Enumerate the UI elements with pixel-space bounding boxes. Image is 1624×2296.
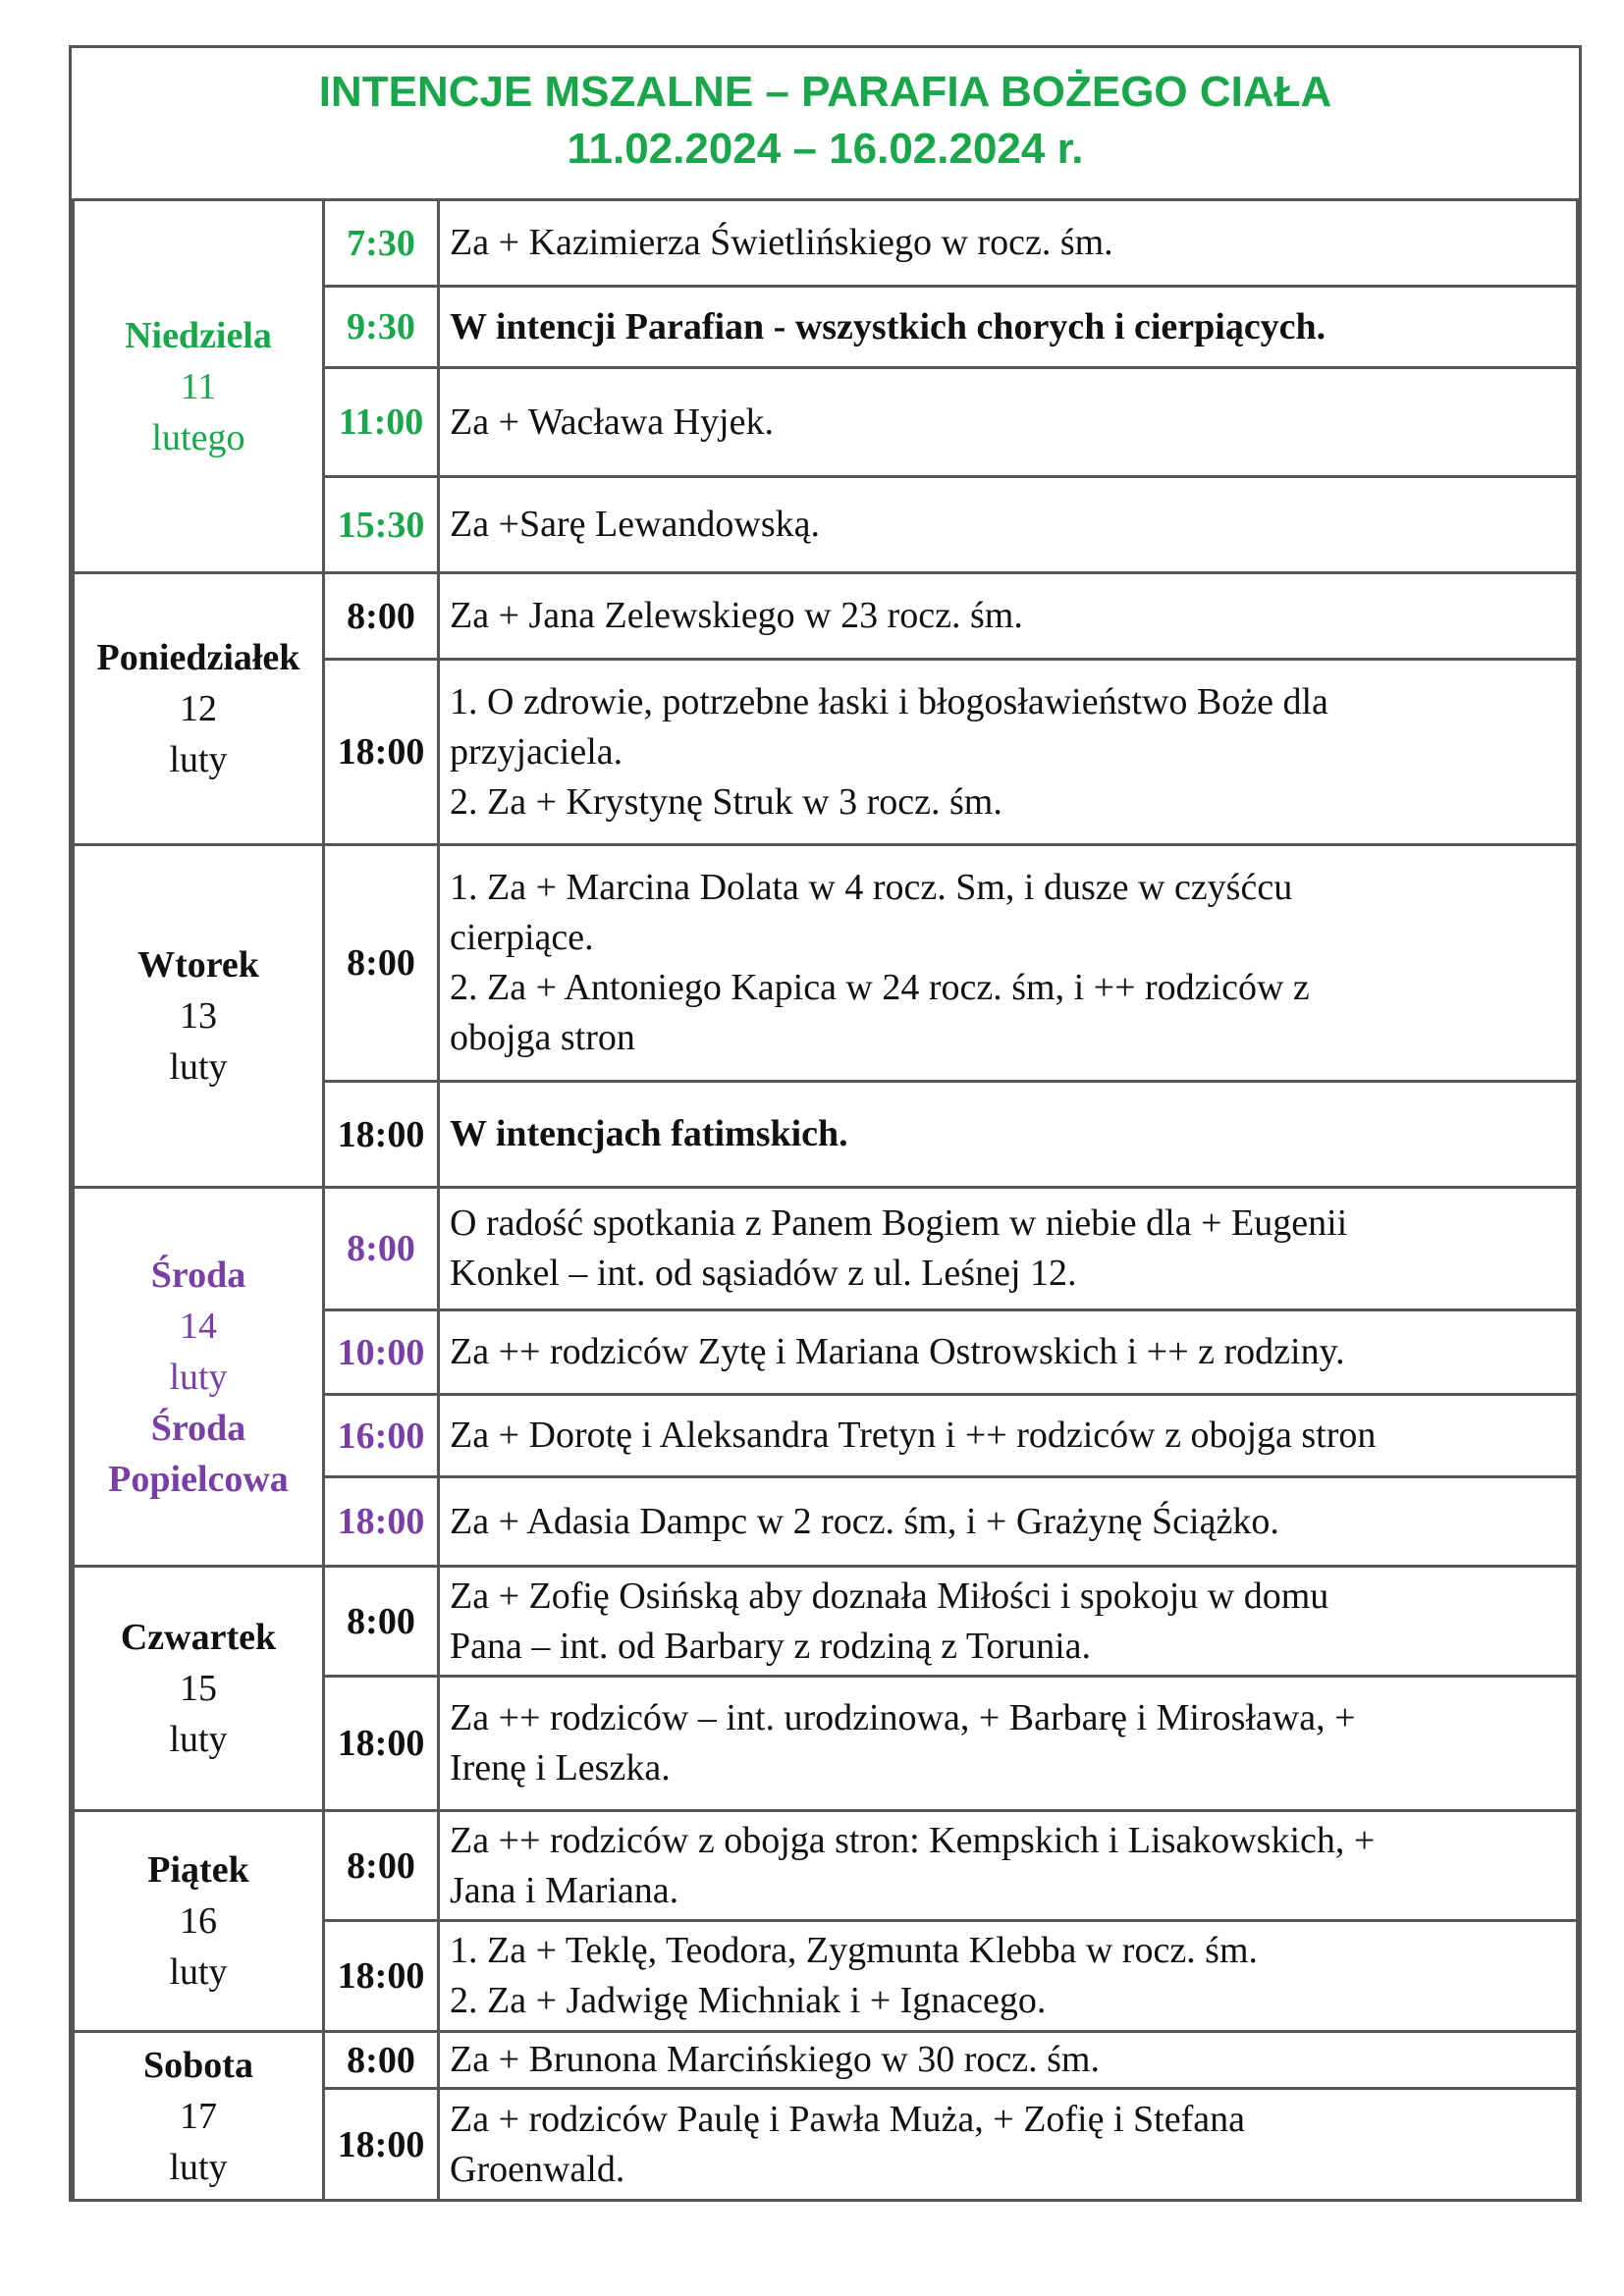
day-extra-1: Środa [150, 1407, 246, 1449]
mass-intention [437, 2087, 1579, 2202]
mass-time-text: 8:00 [347, 942, 415, 984]
mass-intention [437, 1475, 1579, 1568]
intention-line: Za ++ rodziców Zytę i Mariana Ostrowskich i ++ z rodziny. [450, 1331, 1345, 1372]
intention-line: W intencjach fatimskich. [450, 1113, 848, 1154]
day-month: lutego [151, 416, 245, 458]
intention-line: O radość spotkania z Panem Bogiem w niebie dla + Eugenii [450, 1202, 1348, 1244]
intention-line: 1. Za + Teklę, Teodora, Zygmunta Klebba w rocz. śm. [450, 1930, 1259, 1971]
mass-intention [437, 1919, 1579, 2033]
intention-line: cierpiące. [450, 917, 594, 958]
mass-time-text: 8:00 [347, 1844, 415, 1887]
mass-time-text: 10:00 [337, 1331, 425, 1373]
day-cell-monday [72, 571, 325, 846]
intention-line: W intencji Parafian - wszystkich chorych i cierpiących. [450, 305, 1326, 347]
title-line-2: 11.02.2024 – 16.02.2024 r. [567, 125, 1084, 173]
day-name: Sobota [143, 2044, 253, 2086]
mass-time-text: 18:00 [337, 1501, 425, 1542]
intention-line: Za + Brunona Marcińskiego w 30 rocz. śm. [450, 2039, 1100, 2080]
mass-time [322, 843, 440, 1083]
mass-intention [437, 1186, 1579, 1311]
intention-line: Za + Zofię Osińską aby doznała Miłości i spokoju w domu [450, 1575, 1329, 1617]
day-month: luty [169, 1046, 228, 1088]
mass-time-text: 15:30 [337, 504, 425, 546]
day-cell-saturday [72, 2030, 325, 2202]
day-number: 15 [180, 1668, 217, 1709]
mass-intention [437, 198, 1579, 288]
intention-line: 1. O zdrowie, potrzebne łaski i błogosławieństwo Boże dla [450, 680, 1328, 722]
mass-time-text: 8:00 [347, 595, 415, 637]
mass-intention [437, 843, 1579, 1083]
intention-line: Za + Kazimierza Świetlińskiego w rocz. śm. [450, 222, 1113, 263]
day-number: 11 [180, 365, 217, 407]
day-name: Czwartek [120, 1617, 277, 1658]
day-number: 13 [180, 995, 217, 1037]
mass-time-text: 18:00 [337, 2123, 425, 2165]
day-name: Wtorek [137, 944, 259, 986]
intention-line: 2. Za + Jadwigę Michniak i + Ignacego. [450, 1980, 1047, 2021]
day-number: 14 [180, 1305, 217, 1347]
mass-intention [437, 1809, 1579, 1922]
intention-line: Jana i Mariana. [450, 1869, 679, 1911]
mass-time [322, 1809, 440, 1922]
header-title [72, 48, 1579, 201]
day-cell-friday [72, 1809, 325, 2033]
day-cell-sunday [72, 198, 325, 574]
intention-line: Groenwald. [450, 2148, 625, 2190]
mass-time-text: 9:30 [347, 306, 415, 347]
mass-time-text: 18:00 [337, 1113, 425, 1155]
mass-time [322, 658, 440, 846]
intention-line: Pana – int. od Barbary z rodziną z Torunia. [450, 1625, 1091, 1667]
mass-time [322, 1565, 440, 1678]
day-extra-2: Popielcowa [108, 1458, 289, 1500]
mass-intention [437, 571, 1579, 661]
mass-intention [437, 1080, 1579, 1189]
day-name: Poniedziałek [96, 637, 300, 678]
day-name: Niedziela [125, 314, 272, 356]
mass-time-text: 7:30 [347, 222, 415, 264]
mass-intention [437, 285, 1579, 369]
mass-time [322, 571, 440, 661]
mass-time-text: 18:00 [337, 731, 425, 773]
day-month: luty [169, 1951, 228, 1993]
day-month: luty [169, 1356, 228, 1398]
day-number: 16 [180, 1900, 217, 1942]
day-name: Środa [150, 1254, 246, 1296]
mass-time [322, 2030, 440, 2090]
mass-time [322, 1186, 440, 1311]
intentions-sheet [69, 45, 1582, 2202]
intention-line: Konkel – int. od sąsiadów z ul. Leśnej 12. [450, 1253, 1077, 1294]
mass-time [322, 2087, 440, 2202]
mass-time [322, 366, 440, 478]
intention-line: Za + Adasia Dampc w 2 rocz. śm, i + Grażynę Ściążko. [450, 1500, 1279, 1542]
intention-line: Za + Wacława Hyjek. [450, 400, 774, 443]
day-number: 17 [180, 2095, 217, 2137]
mass-time-text: 8:00 [347, 1228, 415, 1269]
intention-line: 2. Za + Antoniego Kapica w 24 rocz. śm, i ++ rodziców z [450, 967, 1310, 1008]
mass-intention [437, 658, 1579, 846]
day-month: luty [169, 1719, 228, 1760]
mass-time [322, 1308, 440, 1396]
mass-time [322, 1675, 440, 1812]
day-name: Piątek [147, 1849, 249, 1891]
mass-time-text: 8:00 [347, 1600, 415, 1642]
mass-time [322, 285, 440, 369]
intention-line: przyjaciela. [450, 730, 623, 773]
mass-time-text: 18:00 [337, 1955, 425, 1997]
title-line-1: INTENCJE MSZALNE – PARAFIA BOŻEGO CIAŁA [318, 68, 1332, 116]
mass-intention [437, 1675, 1579, 1812]
mass-intention [437, 475, 1579, 574]
mass-intention [437, 1565, 1579, 1678]
intention-line: Za + Dorotę i Aleksandra Tretyn i ++ rodziców z obojga stron [450, 1415, 1377, 1456]
mass-intention [437, 366, 1579, 478]
intention-line: Za + rodziców Paulę i Pawła Muża, + Zofię i Stefana [450, 2098, 1245, 2140]
mass-time-text: 11:00 [338, 401, 424, 443]
day-month: luty [169, 2146, 228, 2188]
day-month: luty [169, 739, 228, 780]
day-cell-wednesday [72, 1186, 325, 1568]
intention-line: obojga stron [450, 1017, 635, 1058]
day-cell-thursday [72, 1565, 325, 1812]
intention-line: Irenę i Leszka. [450, 1747, 671, 1789]
mass-intention [437, 1393, 1579, 1478]
mass-time [322, 1080, 440, 1189]
intention-line: Za + Jana Zelewskiego w 23 rocz. śm. [450, 595, 1023, 636]
mass-time [322, 198, 440, 288]
intention-line: Za ++ rodziców – int. urodzinowa, + Barbarę i Mirosława, + [450, 1697, 1356, 1738]
intention-line: 2. Za + Krystynę Struk w 3 rocz. śm. [450, 780, 1002, 823]
mass-time [322, 1919, 440, 2033]
day-number: 12 [180, 688, 217, 729]
mass-time-text: 16:00 [337, 1415, 425, 1457]
mass-intention [437, 2030, 1579, 2090]
day-cell-tuesday [72, 843, 325, 1189]
mass-time-text: 18:00 [337, 1723, 425, 1764]
mass-time [322, 1475, 440, 1568]
mass-time [322, 1393, 440, 1478]
intention-line: Za +Sarę Lewandowską. [450, 504, 821, 545]
mass-time-text: 8:00 [347, 2039, 415, 2081]
mass-intention [437, 1308, 1579, 1396]
mass-time [322, 475, 440, 574]
intention-line: Za ++ rodziców z obojga stron: Kempskich i Lisakowskich, + [450, 1819, 1376, 1861]
intention-line: 1. Za + Marcina Dolata w 4 rocz. Sm, i dusze w czyśćcu [450, 867, 1293, 908]
